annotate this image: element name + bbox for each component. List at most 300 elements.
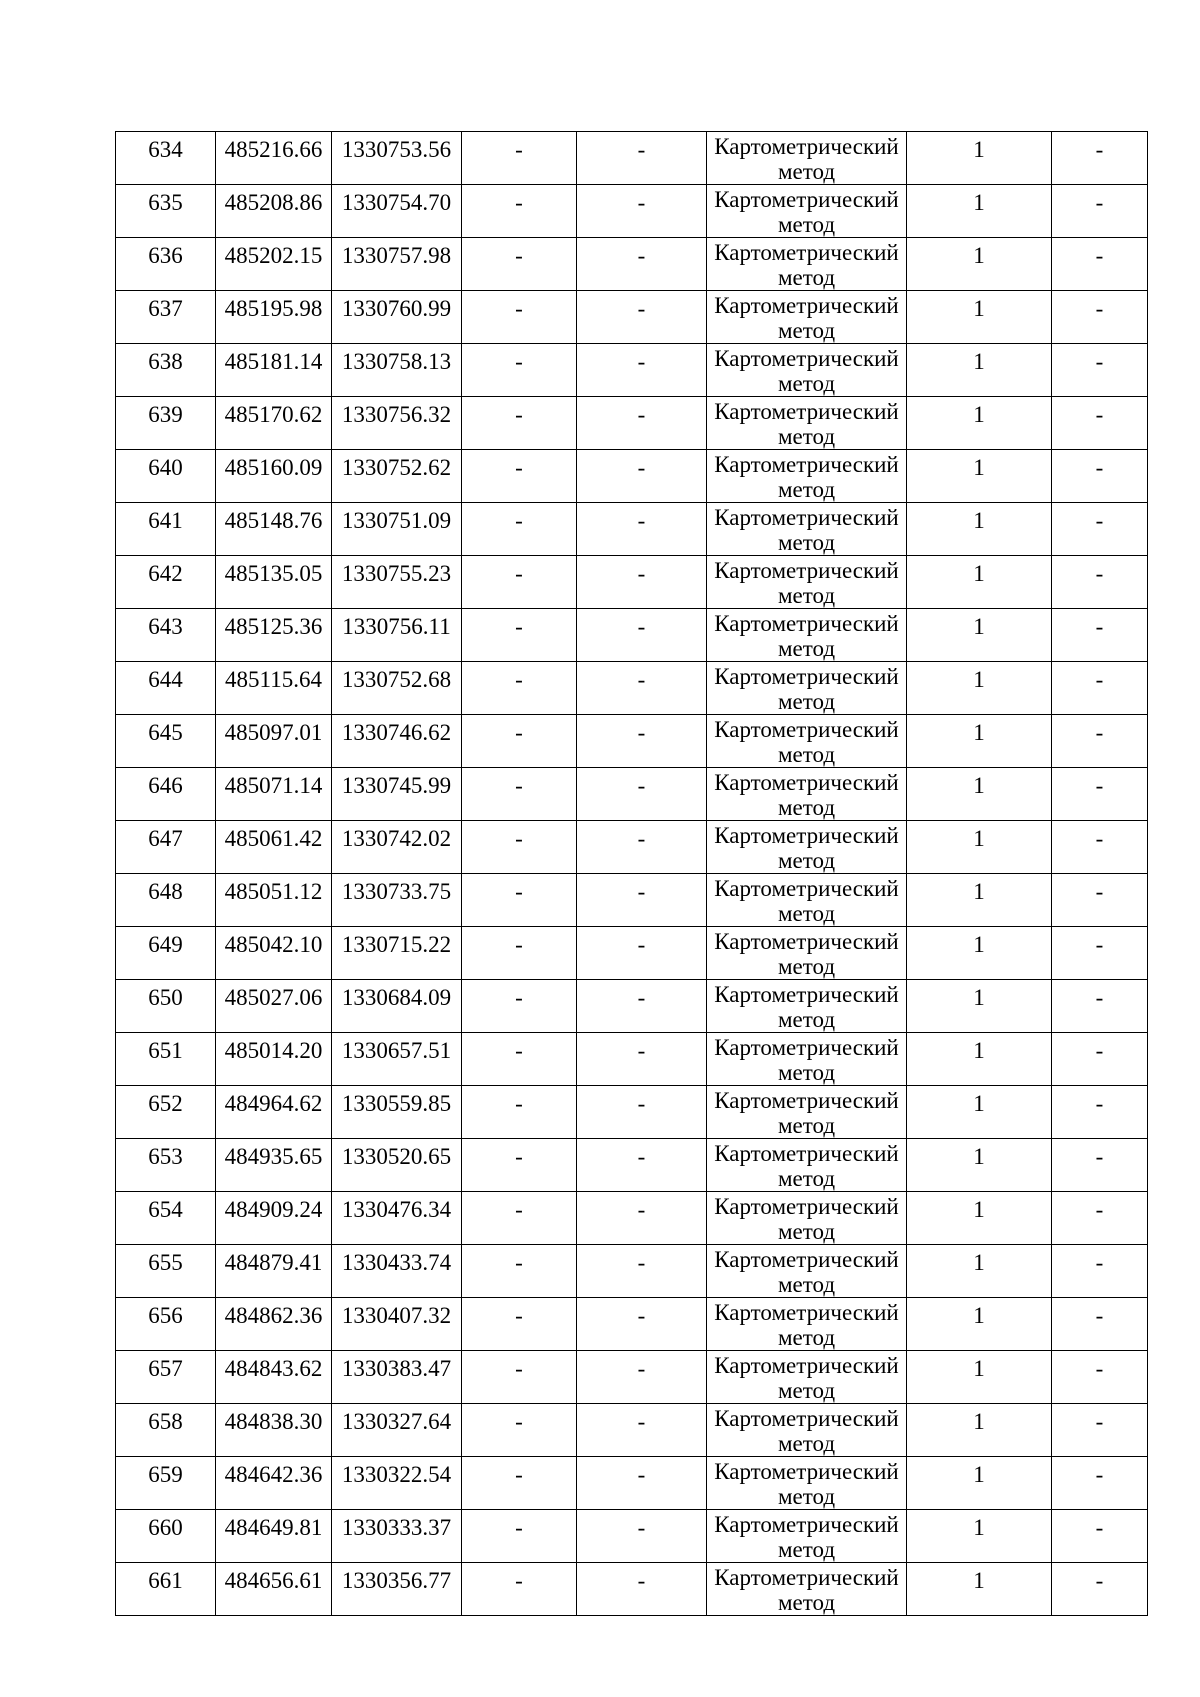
empty-value-cell-text: - — [515, 243, 523, 268]
method-cell-text: Картометрический метод — [714, 1406, 899, 1456]
coordinate-x-cell — [216, 132, 332, 185]
empty-value-cell — [462, 556, 577, 609]
empty-value-cell — [577, 1457, 707, 1510]
coordinate-x-cell-text: 484656.61 — [224, 1568, 323, 1593]
empty-value-cell — [1052, 397, 1148, 450]
empty-value-cell — [577, 1192, 707, 1245]
coordinate-x-cell — [216, 662, 332, 715]
empty-value-cell-text: - — [515, 773, 523, 798]
empty-value-cell — [462, 1351, 577, 1404]
table-row — [116, 1033, 1148, 1086]
accuracy-cell-text: 1 — [973, 296, 985, 321]
coordinate-y-cell — [332, 185, 462, 238]
method-cell — [707, 980, 907, 1033]
coordinate-y-cell-text: 1330327.64 — [341, 1409, 452, 1434]
point-number-cell — [116, 662, 216, 715]
table-row — [116, 662, 1148, 715]
accuracy-cell-text: 1 — [973, 243, 985, 268]
accuracy-cell — [907, 980, 1052, 1033]
coordinate-y-cell-text: 1330752.68 — [341, 667, 452, 692]
accuracy-cell-text: 1 — [973, 455, 985, 480]
method-cell-text: Картометрический метод — [714, 1088, 899, 1138]
point-number-cell-text: 649 — [148, 932, 183, 957]
point-number-cell — [116, 1404, 216, 1457]
empty-value-cell-text: - — [1095, 720, 1104, 745]
empty-value-cell — [1052, 238, 1148, 291]
accuracy-cell-text: 1 — [973, 1038, 985, 1063]
coordinate-x-cell-text: 485148.76 — [224, 508, 323, 533]
coordinate-x-cell — [216, 821, 332, 874]
coordinate-y-cell — [332, 450, 462, 503]
method-cell-text: Картометрический метод — [714, 346, 899, 396]
coordinate-y-cell — [332, 927, 462, 980]
coordinate-y-cell-text: 1330684.09 — [341, 985, 452, 1010]
coordinate-x-cell-text: 484879.41 — [224, 1250, 323, 1275]
method-cell-text: Картометрический метод — [714, 1300, 899, 1350]
empty-value-cell-text: - — [515, 1356, 523, 1381]
empty-value-cell — [462, 1404, 577, 1457]
method-cell-text: Картометрический метод — [714, 399, 899, 449]
coordinate-y-cell-text: 1330757.98 — [341, 243, 452, 268]
empty-value-cell — [462, 1139, 577, 1192]
empty-value-cell — [1052, 1457, 1148, 1510]
coordinate-x-cell-text: 484843.62 — [224, 1356, 323, 1381]
method-cell-text: Картометрический метод — [714, 876, 899, 926]
empty-value-cell — [1052, 821, 1148, 874]
accuracy-cell — [907, 132, 1052, 185]
method-cell-text: Картометрический метод — [714, 240, 899, 290]
coordinate-y-cell — [332, 344, 462, 397]
coordinate-y-cell — [332, 1457, 462, 1510]
empty-value-cell-text: - — [637, 1144, 646, 1169]
empty-value-cell — [577, 662, 707, 715]
empty-value-cell-text: - — [515, 1568, 523, 1593]
point-number-cell-text: 659 — [148, 1462, 183, 1487]
point-number-cell — [116, 397, 216, 450]
empty-value-cell — [577, 1086, 707, 1139]
empty-value-cell-text: - — [637, 1250, 646, 1275]
coordinate-y-cell-text: 1330333.37 — [341, 1515, 452, 1540]
point-number-cell-text: 657 — [148, 1356, 183, 1381]
point-number-cell-text: 638 — [148, 349, 183, 374]
coordinate-x-cell — [216, 1192, 332, 1245]
empty-value-cell-text: - — [515, 1091, 523, 1116]
empty-value-cell — [462, 927, 577, 980]
point-number-cell-text: 644 — [148, 667, 183, 692]
empty-value-cell — [577, 450, 707, 503]
coordinate-y-cell-text: 1330520.65 — [341, 1144, 452, 1169]
empty-value-cell-text: - — [1095, 614, 1104, 639]
coordinate-y-cell — [332, 821, 462, 874]
empty-value-cell-text: - — [515, 561, 523, 586]
point-number-cell — [116, 980, 216, 1033]
method-cell-text: Картометрический метод — [714, 1353, 899, 1403]
coordinate-x-cell — [216, 1510, 332, 1563]
empty-value-cell — [462, 238, 577, 291]
empty-value-cell — [577, 1298, 707, 1351]
empty-value-cell-text: - — [515, 1303, 523, 1328]
empty-value-cell-text: - — [1095, 1250, 1104, 1275]
empty-value-cell-text: - — [1095, 1303, 1104, 1328]
empty-value-cell — [577, 715, 707, 768]
accuracy-cell-text: 1 — [973, 667, 985, 692]
empty-value-cell-text: - — [637, 1356, 646, 1381]
empty-value-cell-text: - — [1095, 1144, 1104, 1169]
accuracy-cell-text: 1 — [973, 985, 985, 1010]
empty-value-cell — [1052, 185, 1148, 238]
table-row — [116, 1563, 1148, 1616]
empty-value-cell — [1052, 556, 1148, 609]
table-row — [116, 132, 1148, 185]
coordinate-x-cell-text: 484649.81 — [224, 1515, 323, 1540]
method-cell-text: Картометрический метод — [714, 1141, 899, 1191]
point-number-cell-text: 642 — [148, 561, 183, 586]
accuracy-cell — [907, 503, 1052, 556]
empty-value-cell — [577, 980, 707, 1033]
method-cell-text: Картометрический метод — [714, 1035, 899, 1085]
point-number-cell-text: 654 — [148, 1197, 183, 1222]
point-number-cell — [116, 238, 216, 291]
empty-value-cell-text: - — [637, 720, 646, 745]
empty-value-cell-text: - — [1095, 349, 1104, 374]
coordinate-x-cell-text: 485014.20 — [224, 1038, 323, 1063]
coordinate-x-cell-text: 485061.42 — [224, 826, 323, 851]
accuracy-cell — [907, 768, 1052, 821]
empty-value-cell — [1052, 1298, 1148, 1351]
method-cell — [707, 609, 907, 662]
coordinate-y-cell-text: 1330758.13 — [341, 349, 452, 374]
empty-value-cell-text: - — [1095, 402, 1104, 427]
coordinate-y-cell-text: 1330559.85 — [341, 1091, 452, 1116]
method-cell — [707, 1563, 907, 1616]
empty-value-cell-text: - — [637, 1303, 646, 1328]
accuracy-cell — [907, 1563, 1052, 1616]
coordinate-y-cell — [332, 1510, 462, 1563]
coordinate-y-cell-text: 1330754.70 — [341, 190, 452, 215]
point-number-cell-text: 645 — [148, 720, 183, 745]
empty-value-cell-text: - — [637, 190, 646, 215]
empty-value-cell — [462, 1457, 577, 1510]
coordinate-y-cell-text: 1330715.22 — [341, 932, 452, 957]
coordinate-x-cell — [216, 927, 332, 980]
coordinate-y-cell — [332, 980, 462, 1033]
empty-value-cell — [577, 609, 707, 662]
empty-value-cell-text: - — [515, 455, 523, 480]
empty-value-cell — [577, 556, 707, 609]
point-number-cell-text: 641 — [148, 508, 183, 533]
accuracy-cell-text: 1 — [973, 508, 985, 533]
point-number-cell-text: 637 — [148, 296, 183, 321]
point-number-cell-text: 652 — [148, 1091, 183, 1116]
coordinate-y-cell — [332, 503, 462, 556]
coordinate-x-cell — [216, 185, 332, 238]
table-row — [116, 291, 1148, 344]
empty-value-cell-text: - — [637, 879, 646, 904]
coordinate-y-cell — [332, 609, 462, 662]
method-cell — [707, 1033, 907, 1086]
point-number-cell — [116, 821, 216, 874]
empty-value-cell-text: - — [637, 561, 646, 586]
table-row — [116, 609, 1148, 662]
method-cell — [707, 927, 907, 980]
coordinate-x-cell-text: 484909.24 — [224, 1197, 323, 1222]
empty-value-cell-text: - — [515, 1250, 523, 1275]
empty-value-cell-text: - — [637, 137, 646, 162]
method-cell-text: Картометрический метод — [714, 1512, 899, 1562]
empty-value-cell-text: - — [637, 455, 646, 480]
point-number-cell-text: 651 — [148, 1038, 183, 1063]
accuracy-cell-text: 1 — [973, 1250, 985, 1275]
accuracy-cell — [907, 1351, 1052, 1404]
method-cell-text: Картометрический метод — [714, 1459, 899, 1509]
coordinate-y-cell-text: 1330356.77 — [341, 1568, 452, 1593]
coordinate-y-cell-text: 1330756.11 — [342, 614, 451, 639]
empty-value-cell — [1052, 980, 1148, 1033]
accuracy-cell-text: 1 — [973, 1144, 985, 1169]
point-number-cell-text: 661 — [148, 1568, 183, 1593]
coordinate-y-cell — [332, 715, 462, 768]
method-cell-text: Картометрический метод — [714, 664, 899, 714]
empty-value-cell-text: - — [637, 773, 646, 798]
empty-value-cell-text: - — [637, 349, 646, 374]
empty-value-cell-text: - — [515, 879, 523, 904]
point-number-cell — [116, 344, 216, 397]
method-cell — [707, 238, 907, 291]
accuracy-cell — [907, 927, 1052, 980]
empty-value-cell — [577, 768, 707, 821]
coordinate-x-cell — [216, 450, 332, 503]
method-cell — [707, 344, 907, 397]
point-number-cell-text: 636 — [148, 243, 183, 268]
table-row — [116, 821, 1148, 874]
empty-value-cell-text: - — [1095, 1409, 1104, 1434]
point-number-cell — [116, 556, 216, 609]
empty-value-cell-text: - — [515, 614, 523, 639]
point-number-cell — [116, 1457, 216, 1510]
accuracy-cell-text: 1 — [973, 614, 985, 639]
accuracy-cell-text: 1 — [973, 349, 985, 374]
empty-value-cell — [577, 397, 707, 450]
coordinate-y-cell — [332, 1139, 462, 1192]
empty-value-cell — [577, 132, 707, 185]
coordinate-y-cell — [332, 1298, 462, 1351]
coordinate-x-cell — [216, 238, 332, 291]
empty-value-cell-text: - — [515, 190, 523, 215]
accuracy-cell-text: 1 — [973, 137, 985, 162]
empty-value-cell-text: - — [515, 296, 523, 321]
accuracy-cell — [907, 609, 1052, 662]
method-cell-text: Картометрический метод — [714, 452, 899, 502]
coordinate-y-cell — [332, 1086, 462, 1139]
table-row — [116, 1086, 1148, 1139]
method-cell-text: Картометрический метод — [714, 558, 899, 608]
method-cell — [707, 556, 907, 609]
empty-value-cell — [577, 291, 707, 344]
method-cell-text: Картометрический метод — [714, 187, 899, 237]
table-row — [116, 768, 1148, 821]
coordinate-y-cell-text: 1330756.32 — [341, 402, 452, 427]
table-row — [116, 503, 1148, 556]
empty-value-cell-text: - — [637, 614, 646, 639]
empty-value-cell — [577, 238, 707, 291]
coordinate-y-cell-text: 1330407.32 — [341, 1303, 452, 1328]
empty-value-cell — [577, 503, 707, 556]
point-number-cell-text: 653 — [148, 1144, 183, 1169]
empty-value-cell-text: - — [515, 985, 523, 1010]
table-row — [116, 1298, 1148, 1351]
empty-value-cell-text: - — [515, 1197, 523, 1222]
empty-value-cell — [1052, 1192, 1148, 1245]
empty-value-cell-text: - — [637, 1091, 646, 1116]
coordinate-y-cell-text: 1330755.23 — [341, 561, 452, 586]
empty-value-cell — [462, 132, 577, 185]
empty-value-cell-text: - — [515, 1515, 523, 1540]
coordinate-y-cell-text: 1330752.62 — [341, 455, 452, 480]
table-row — [116, 1139, 1148, 1192]
coordinate-x-cell-text: 485125.36 — [224, 614, 323, 639]
point-number-cell — [116, 927, 216, 980]
empty-value-cell-text: - — [1095, 455, 1104, 480]
empty-value-cell-text: - — [515, 1144, 523, 1169]
coordinates-table-body — [116, 132, 1148, 1616]
point-number-cell-text: 643 — [148, 614, 183, 639]
accuracy-cell-text: 1 — [973, 402, 985, 427]
empty-value-cell-text: - — [1095, 1356, 1104, 1381]
coordinate-x-cell — [216, 344, 332, 397]
coordinate-x-cell-text: 485115.64 — [225, 667, 322, 692]
method-cell — [707, 1139, 907, 1192]
point-number-cell-text: 656 — [148, 1303, 183, 1328]
coordinate-x-cell — [216, 715, 332, 768]
empty-value-cell-text: - — [1095, 508, 1104, 533]
coordinate-x-cell-text: 485042.10 — [224, 932, 323, 957]
accuracy-cell — [907, 1457, 1052, 1510]
table-row — [116, 1245, 1148, 1298]
empty-value-cell-text: - — [515, 826, 523, 851]
point-number-cell — [116, 450, 216, 503]
accuracy-cell-text: 1 — [973, 932, 985, 957]
coordinate-y-cell — [332, 132, 462, 185]
table-row — [116, 1457, 1148, 1510]
point-number-cell-text: 655 — [148, 1250, 183, 1275]
accuracy-cell-text: 1 — [973, 773, 985, 798]
coordinate-y-cell — [332, 397, 462, 450]
empty-value-cell — [1052, 1563, 1148, 1616]
accuracy-cell-text: 1 — [973, 720, 985, 745]
coordinate-x-cell — [216, 1033, 332, 1086]
coordinate-x-cell-text: 485181.14 — [224, 349, 323, 374]
method-cell — [707, 291, 907, 344]
method-cell — [707, 662, 907, 715]
empty-value-cell-text: - — [637, 1515, 646, 1540]
point-number-cell-text: 640 — [148, 455, 183, 480]
table-row — [116, 556, 1148, 609]
method-cell — [707, 768, 907, 821]
empty-value-cell-text: - — [1095, 1091, 1104, 1116]
coordinate-y-cell — [332, 1351, 462, 1404]
point-number-cell — [116, 768, 216, 821]
empty-value-cell-text: - — [637, 1197, 646, 1222]
empty-value-cell — [1052, 609, 1148, 662]
coordinate-y-cell — [332, 1192, 462, 1245]
point-number-cell-text: 635 — [148, 190, 183, 215]
empty-value-cell-text: - — [515, 667, 523, 692]
coordinate-x-cell-text: 484935.65 — [224, 1144, 323, 1169]
point-number-cell — [116, 1245, 216, 1298]
empty-value-cell — [1052, 662, 1148, 715]
coordinate-x-cell — [216, 1351, 332, 1404]
empty-value-cell — [462, 1510, 577, 1563]
method-cell — [707, 1245, 907, 1298]
empty-value-cell-text: - — [1095, 1515, 1104, 1540]
method-cell — [707, 185, 907, 238]
accuracy-cell-text: 1 — [973, 1303, 985, 1328]
empty-value-cell — [462, 450, 577, 503]
coordinate-x-cell — [216, 980, 332, 1033]
empty-value-cell-text: - — [1095, 773, 1104, 798]
accuracy-cell — [907, 450, 1052, 503]
accuracy-cell — [907, 1086, 1052, 1139]
empty-value-cell — [577, 874, 707, 927]
coordinate-x-cell — [216, 556, 332, 609]
accuracy-cell — [907, 874, 1052, 927]
empty-value-cell — [462, 662, 577, 715]
empty-value-cell-text: - — [1095, 667, 1104, 692]
coordinate-x-cell — [216, 874, 332, 927]
empty-value-cell — [1052, 344, 1148, 397]
empty-value-cell-text: - — [637, 932, 646, 957]
point-number-cell — [116, 1139, 216, 1192]
empty-value-cell-text: - — [637, 985, 646, 1010]
coordinate-x-cell — [216, 1457, 332, 1510]
empty-value-cell-text: - — [1095, 985, 1104, 1010]
point-number-cell-text: 647 — [148, 826, 183, 851]
empty-value-cell-text: - — [1095, 190, 1104, 215]
method-cell — [707, 1351, 907, 1404]
accuracy-cell — [907, 1033, 1052, 1086]
table-row — [116, 238, 1148, 291]
empty-value-cell — [577, 344, 707, 397]
accuracy-cell — [907, 1245, 1052, 1298]
accuracy-cell — [907, 821, 1052, 874]
empty-value-cell — [462, 344, 577, 397]
empty-value-cell — [1052, 1245, 1148, 1298]
empty-value-cell — [462, 1245, 577, 1298]
empty-value-cell — [577, 1510, 707, 1563]
point-number-cell — [116, 132, 216, 185]
accuracy-cell-text: 1 — [973, 561, 985, 586]
coordinate-y-cell — [332, 768, 462, 821]
empty-value-cell-text: - — [1095, 137, 1104, 162]
coordinate-y-cell — [332, 291, 462, 344]
method-cell — [707, 450, 907, 503]
empty-value-cell — [462, 821, 577, 874]
empty-value-cell-text: - — [1095, 1568, 1104, 1593]
accuracy-cell — [907, 715, 1052, 768]
method-cell — [707, 1457, 907, 1510]
empty-value-cell — [462, 609, 577, 662]
accuracy-cell — [907, 1298, 1052, 1351]
coordinate-x-cell-text: 484862.36 — [224, 1303, 323, 1328]
accuracy-cell-text: 1 — [973, 1356, 985, 1381]
coordinate-x-cell — [216, 503, 332, 556]
method-cell — [707, 503, 907, 556]
point-number-cell — [116, 1033, 216, 1086]
empty-value-cell-text: - — [515, 402, 523, 427]
empty-value-cell-text: - — [637, 1409, 646, 1434]
coordinate-y-cell-text: 1330476.34 — [341, 1197, 452, 1222]
empty-value-cell-text: - — [637, 296, 646, 321]
